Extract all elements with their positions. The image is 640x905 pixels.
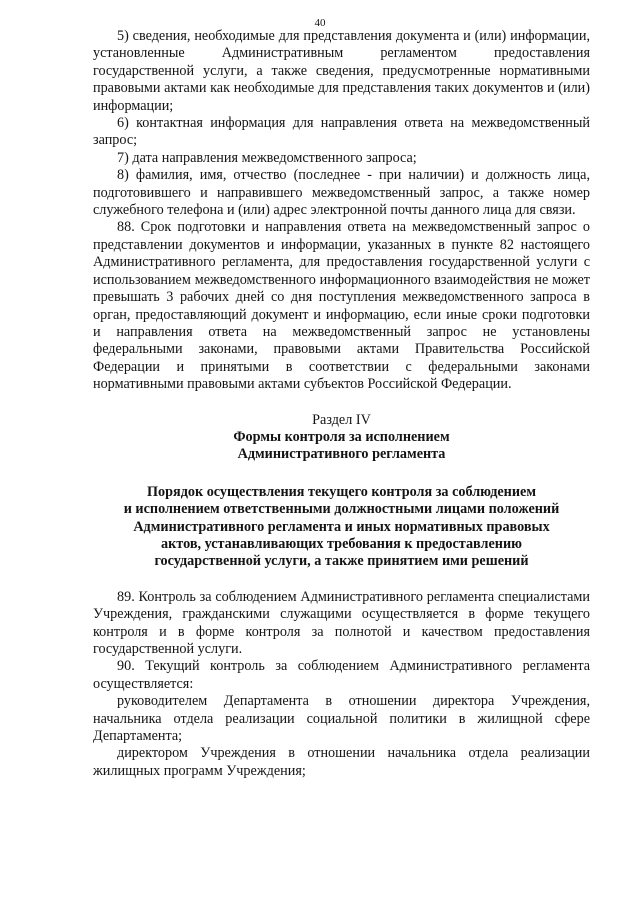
- subsection-title-line: и исполнением ответственными должностными лицами положений: [123, 501, 560, 518]
- paragraph-88: 88. Срок подготовки и направления ответа на межведомственный запрос о представлении документов и информации, указанных в пункте 82 настоящего Административного регламента, для предоставления государственной услуги с использованием межведомственного информационного взаимодействия не может превышать 3 рабочих дней со дня поступления межведомственного запроса в орган, предоставляющий документ и информацию, если иные сроки подготовки и направления ответа на межведомственный запрос не установлены федеральными законами, правовыми актами Правительства Российской Федерации и принятыми в соответствии с федеральными законами нормативными правовыми актами субъектов Российской Федерации.: [93, 219, 590, 393]
- section-label: Раздел IV: [312, 411, 371, 428]
- page-number: 40: [314, 17, 326, 29]
- paragraph-90: 90. Текущий контроль за соблюдением Административного регламента осуществляется:: [93, 658, 590, 692]
- paragraph-item-5: 5) сведения, необходимые для представления документа и (или) информации, установленные Административным регламентом предоставления государственной услуги, а также сведения, предусмотренные нормативными правовыми актами как необходимые для представления таких документов и (или) информации;: [93, 28, 590, 114]
- subsection-title-line: Административного регламента и иных нормативных правовых: [133, 518, 550, 535]
- document-body: [93, 28, 590, 780]
- section-title-line: Формы контроля за исполнением: [233, 428, 450, 445]
- paragraph-item-6: 6) контактная информация для направления ответа на межведомственный запрос;: [93, 115, 590, 149]
- paragraph-90-item: директором Учреждения в отношении начальника отдела реализации жилищных программ Учреждения;: [93, 745, 590, 779]
- paragraph-90-item: руководителем Департамента в отношении директора Учреждения, начальника отдела реализации социальной политики в жилищной сфере Департамента;: [93, 693, 590, 745]
- paragraph-item-8: 8) фамилия, имя, отчество (последнее - при наличии) и должность лица, подготовившего и направившего межведомственный запрос, а также номер служебного телефона и (или) адрес электронной почты данного лица для связи.: [93, 167, 590, 219]
- subsection-title-line: Порядок осуществления текущего контроля за соблюдением: [147, 483, 536, 500]
- subsection-title-line: актов, устанавливающих требования к предоставлению: [161, 535, 522, 552]
- spacer: [93, 571, 590, 589]
- paragraph-89: 89. Контроль за соблюдением Административного регламента специалистами Учреждения, гражданскими служащими осуществляется в форме текущего контроля и в форме контроля за полнотой и качеством предоставления государственной услуги.: [93, 588, 590, 657]
- spacer: [93, 464, 590, 484]
- spacer: [93, 394, 590, 412]
- subsection-title-line: государственной услуги, а также принятием ими решений: [154, 553, 529, 570]
- paragraph-item-7: 7) дата направления межведомственного запроса;: [117, 149, 417, 166]
- section-title-line: Административного регламента: [237, 446, 446, 463]
